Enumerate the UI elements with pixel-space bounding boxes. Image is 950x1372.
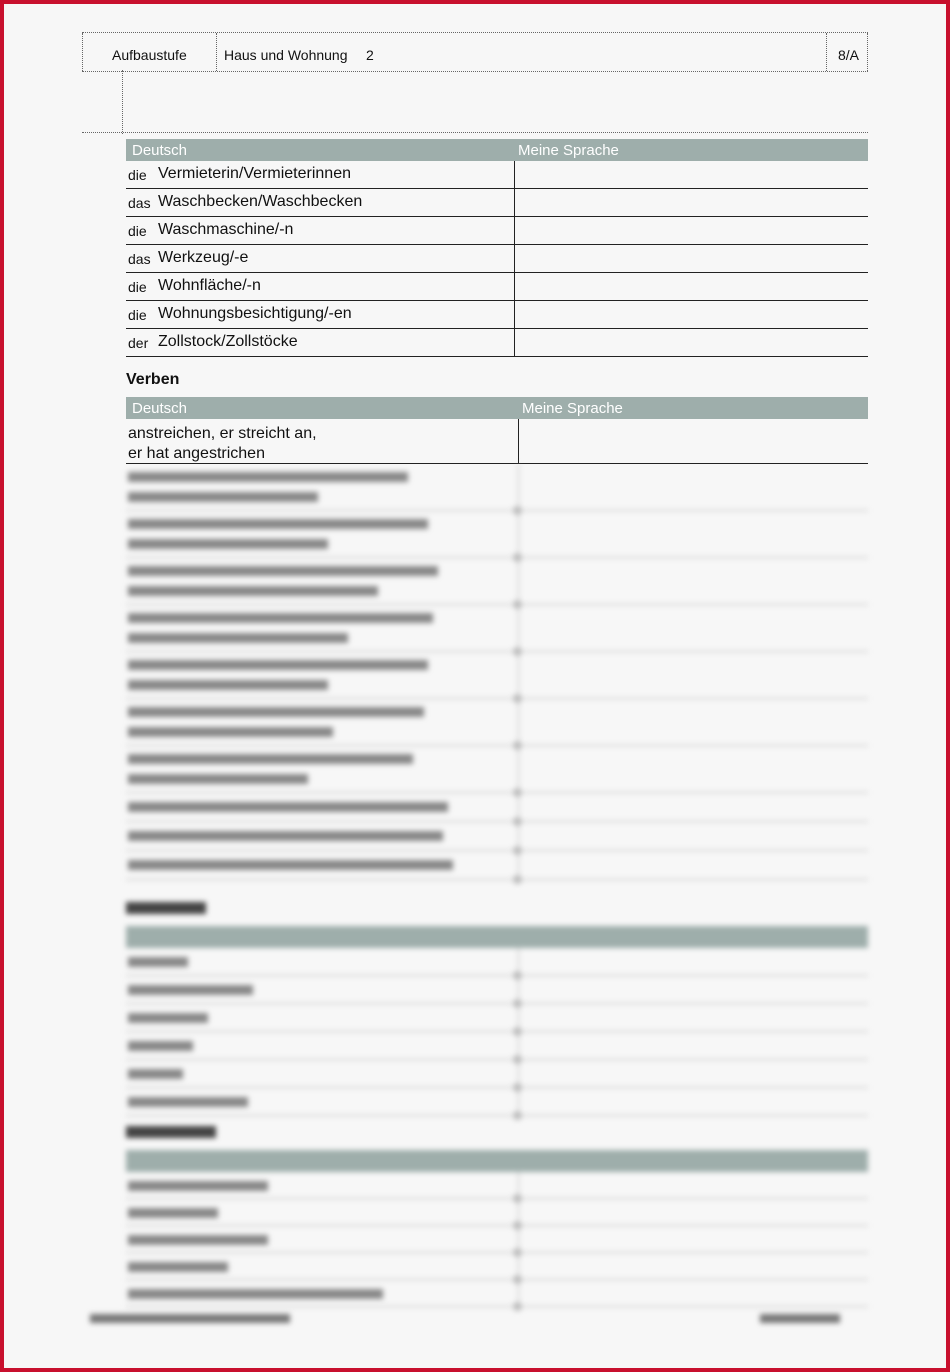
noun-word: Wohnungsbesichtigung/-en <box>158 305 352 322</box>
article: das <box>128 195 151 211</box>
noun-word: Zollstock/Zollstöcke <box>158 333 298 350</box>
noun-word: Wohnfläche/-n <box>158 277 261 294</box>
table-header <box>126 139 868 161</box>
verb-line-2: er hat angestrichen <box>128 445 265 462</box>
topic-number: 2 <box>366 47 374 63</box>
table-row <box>126 419 868 464</box>
table-row <box>126 301 868 329</box>
table-header <box>126 397 868 419</box>
noun-word: Werkzeug/-e <box>158 249 249 266</box>
table-row <box>126 245 868 273</box>
article: der <box>128 335 149 351</box>
verbs-table <box>126 397 868 880</box>
worksheet-page <box>4 4 946 1368</box>
article: die <box>128 223 147 239</box>
page-code: 8/A <box>838 47 860 63</box>
verb-line-1: anstreichen, er streicht an, <box>128 425 317 442</box>
table-row <box>126 161 868 189</box>
table-row <box>126 189 868 217</box>
column-header-meine-sprache: Meine Sprache <box>518 142 619 159</box>
topic-title: Haus und Wohnung <box>224 47 348 63</box>
level-label: Aufbaustufe <box>112 47 187 63</box>
noun-word: Vermieterin/Vermieterinnen <box>158 165 351 182</box>
article: die <box>128 167 147 183</box>
blurred-verb-rows <box>126 464 868 880</box>
column-header-deutsch: Deutsch <box>132 400 188 417</box>
article: das <box>128 251 151 267</box>
noun-word: Waschmaschine/-n <box>158 221 294 238</box>
column-header-deutsch: Deutsch <box>132 142 188 159</box>
table-row <box>126 217 868 245</box>
nouns-table <box>126 139 868 357</box>
noun-word: Waschbecken/Waschbecken <box>158 193 363 210</box>
table-row <box>126 273 868 301</box>
section-title-verben: Verben <box>126 371 180 388</box>
table-row <box>126 329 868 357</box>
column-header-meine-sprache: Meine Sprache <box>522 400 623 417</box>
article: die <box>128 307 147 323</box>
article: die <box>128 279 147 295</box>
page-header <box>82 32 868 72</box>
